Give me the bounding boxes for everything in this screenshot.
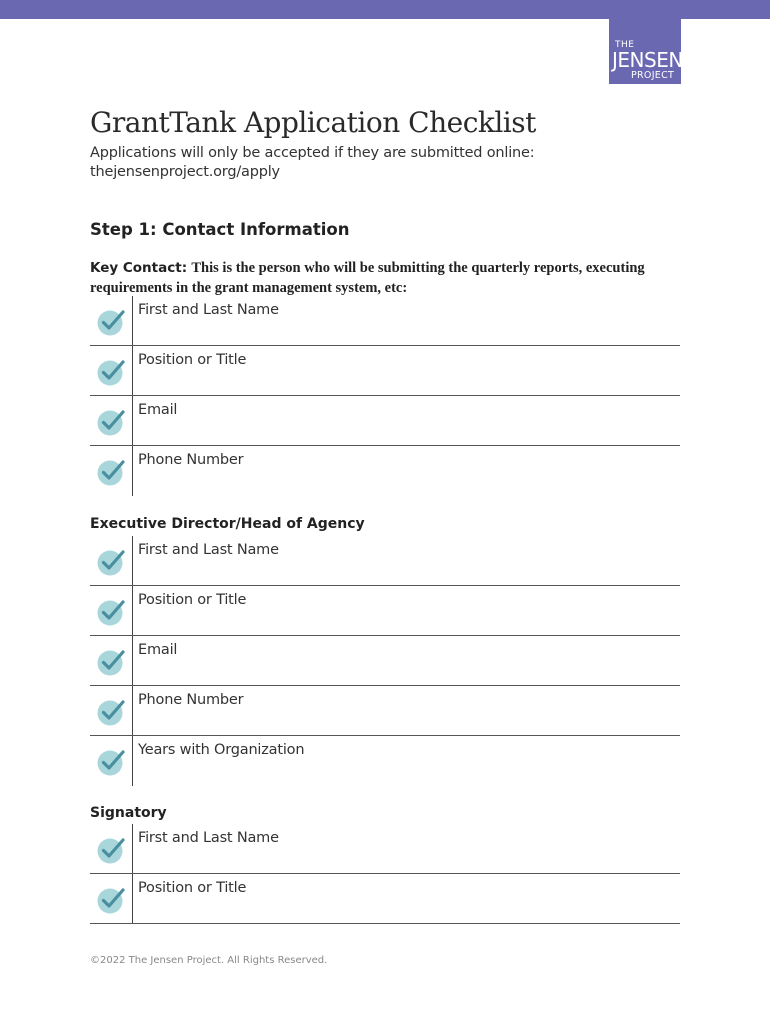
key-contact-checklist — [90, 296, 680, 496]
checklist-row — [90, 346, 680, 396]
key-contact-desc: This is the person who will be submitting the quarterly reports, executing requirements in the grant management system, etc: — [90, 260, 645, 296]
intro-line-1: Applications will only be accepted if they are submitted online: — [90, 145, 535, 161]
checklist-row — [90, 824, 680, 874]
row-divider-vertical — [132, 536, 133, 586]
key-contact-description — [90, 258, 690, 298]
check-circle-icon — [96, 647, 126, 677]
checklist-row — [90, 736, 680, 786]
row-divider-vertical — [132, 736, 133, 786]
signatory-checklist — [90, 824, 680, 924]
executive-director-checklist — [90, 536, 680, 786]
checklist-item-label: First and Last Name — [138, 830, 279, 846]
row-divider — [90, 923, 680, 924]
checklist-item-label: Years with Organization — [138, 742, 305, 758]
checklist-item-label: Email — [138, 642, 178, 658]
checklist-item-label: Email — [138, 402, 178, 418]
signatory-heading: Signatory — [90, 805, 167, 821]
checklist-row — [90, 296, 680, 346]
logo-line-the: THE — [615, 40, 635, 50]
checklist-item-label: Position or Title — [138, 592, 247, 608]
check-circle-icon — [96, 357, 126, 387]
check-circle-icon — [96, 697, 126, 727]
check-circle-icon — [96, 547, 126, 577]
checklist-item-label: First and Last Name — [138, 302, 279, 318]
check-circle-icon — [96, 747, 126, 777]
row-divider-vertical — [132, 636, 133, 686]
row-divider-vertical — [132, 824, 133, 874]
checklist-item-label: Phone Number — [138, 452, 244, 468]
row-divider-vertical — [132, 686, 133, 736]
checklist-item-label: Phone Number — [138, 692, 244, 708]
intro-text — [90, 144, 534, 182]
row-divider-vertical — [132, 296, 133, 346]
executive-director-heading: Executive Director/Head of Agency — [90, 516, 365, 532]
checklist-row — [90, 586, 680, 636]
row-divider-vertical — [132, 396, 133, 446]
logo-line-jensen: JENSEN — [612, 48, 683, 72]
check-circle-icon — [96, 835, 126, 865]
row-divider-vertical — [132, 346, 133, 396]
jensen-project-logo — [609, 19, 681, 84]
intro-line-2: thejensenproject.org/apply — [90, 164, 280, 180]
step-1-heading: Step 1: Contact Information — [90, 220, 350, 239]
row-divider-vertical — [132, 874, 133, 924]
check-circle-icon — [96, 407, 126, 437]
key-contact-label: Key Contact: — [90, 260, 188, 276]
check-circle-icon — [96, 885, 126, 915]
check-circle-icon — [96, 597, 126, 627]
check-circle-icon — [96, 457, 126, 487]
checklist-row — [90, 686, 680, 736]
checklist-row — [90, 536, 680, 586]
checklist-item-label: Position or Title — [138, 880, 247, 896]
checklist-item-label: Position or Title — [138, 352, 247, 368]
logo-line-project: PROJECT — [631, 70, 675, 81]
page-title: GrantTank Application Checklist — [90, 106, 536, 139]
row-divider-vertical — [132, 446, 133, 496]
checklist-item-label: First and Last Name — [138, 542, 279, 558]
checklist-row — [90, 396, 680, 446]
checklist-row — [90, 874, 680, 924]
top-brand-bar — [0, 0, 770, 19]
copyright-footer: ©2022 The Jensen Project. All Rights Reserved. — [90, 955, 328, 966]
checklist-row — [90, 446, 680, 496]
row-divider-vertical — [132, 586, 133, 636]
checklist-row — [90, 636, 680, 686]
check-circle-icon — [96, 307, 126, 337]
